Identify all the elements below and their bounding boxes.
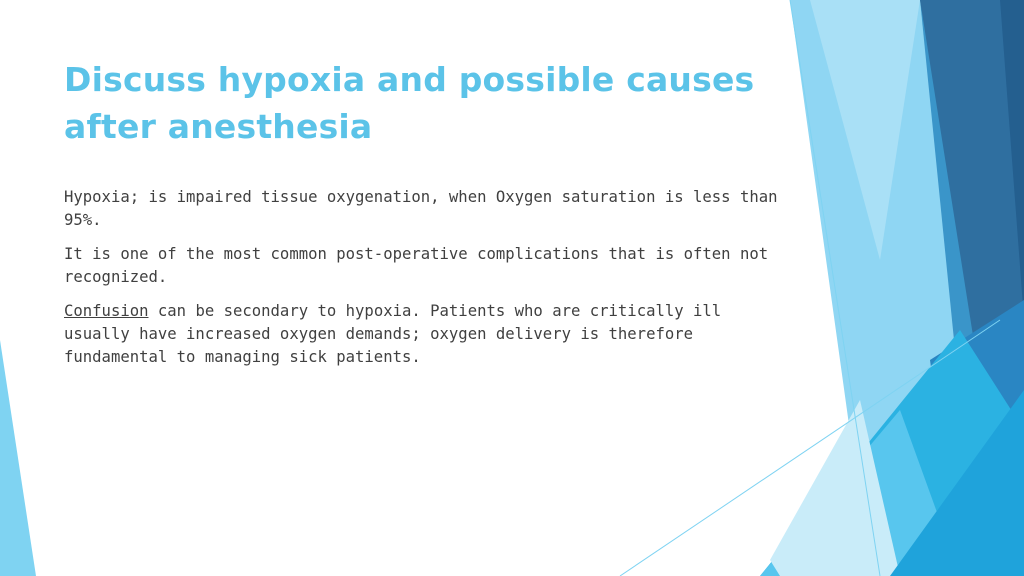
paragraph-hypoxia-definition: Hypoxia; is impaired tissue oxygenation, when Oxygen saturation is less than 95%.: [64, 188, 778, 229]
title-line-1: Discuss hypoxia and possible causes: [64, 60, 755, 99]
confusion-link[interactable]: Confusion: [64, 302, 149, 320]
paragraph-common-complication: It is one of the most common post-operative complications that is often not recognized.: [64, 245, 769, 286]
left-edge-shape: [0, 340, 36, 576]
paragraph-confusion: [64, 300, 784, 369]
title-line-2: after anesthesia: [64, 107, 373, 146]
slide-body: [64, 186, 784, 380]
slide-title: [64, 56, 764, 150]
paragraph-confusion-text: can be secondary to hypoxia. Patients who are critically ill usually have increased oxygen demands; oxygen delivery is therefore fundamental to managing sick patients.: [64, 302, 722, 366]
